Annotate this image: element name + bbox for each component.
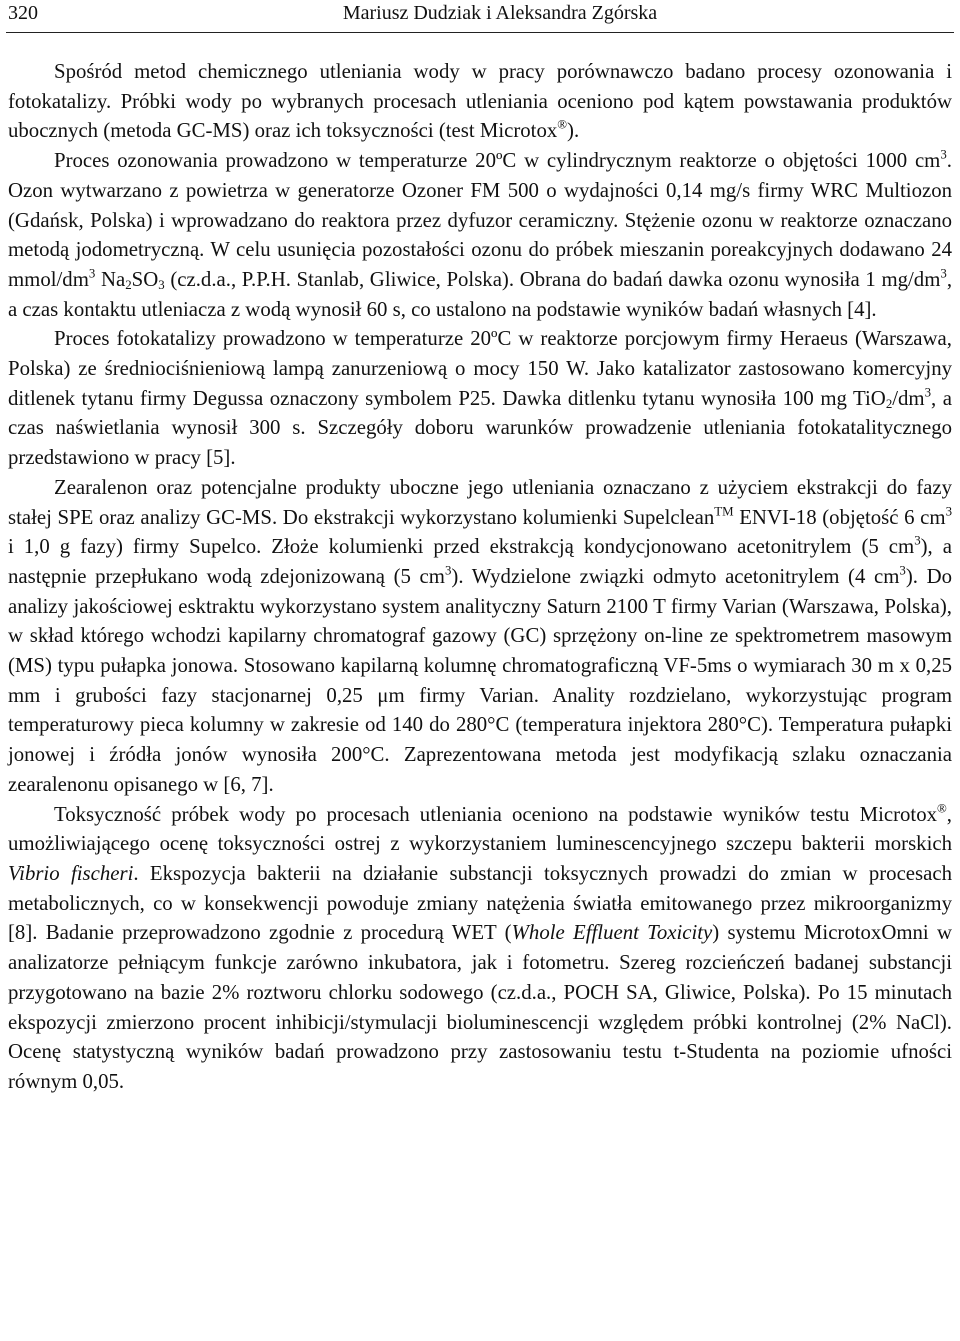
paragraph-toxicity-test — [8, 800, 952, 1097]
superscript: 3 — [940, 266, 947, 281]
text-span: SO — [131, 267, 159, 291]
paragraph-methods-intro — [8, 57, 952, 146]
text-span: /dm — [892, 386, 925, 410]
superscript: 3 — [914, 533, 921, 548]
body-text — [8, 57, 952, 1097]
running-head: Mariusz Dudziak i Aleksandra Zgórska — [342, 2, 658, 24]
registered-mark: ® — [557, 118, 568, 133]
text-span: ) systemu MicrotoxOmni w analizatorze pełniącym funkcje zarówno inkubatora, jak i fotometru. Szereg rozcieńczeń badanej substancji przygotowano na bazie 2% roztworu chlorku sodowego (cz.d.a., POCH SA, Gliwice, Polska). Po 15 minutach ekspozycji zmierzono procent inhibicji/stymulacji bioluminescencji względem próbki kontrolnej (2% NaCl). Ocenę statystyczną wyników badań prowadzono przy zastosowaniu testu t-Studenta na poziomie ufności równym 0,05. — [8, 921, 953, 1093]
procedure-name: Whole Effluent Toxicity — [511, 921, 713, 945]
text-span: Spośród metod chemicznego utleniania wody w pracy porównawczo badano procesy ozonowania i fotokatalizy. Próbki wody po wybranych procesach utleniania oceniono pod kątem powstawania produktów ubocznych (metoda GC-MS) oraz ich toksyczności (test Microtox — [8, 60, 952, 143]
subscript: 2 — [885, 396, 893, 411]
page-number: 320 — [8, 2, 38, 24]
subscript: 3 — [158, 278, 165, 293]
text-span: Na — [95, 267, 126, 291]
text-span: . Ekspozycja bakterii na działanie substancji toksycznych prowadzi do zmian w procesach metabolicznych, co w konsekwencji powoduje zmiany natężenia światła emitowanego przez mikroorganizmy [8]. Badanie przeprowadzono zgodnie z procedurą WET ( — [8, 861, 952, 945]
superscript: 3 — [899, 563, 906, 578]
superscript: 3 — [945, 504, 952, 519]
text-span: (cz.d.a., P.P.H. Stanlab, Gliwice, Polska). Obrana do badań dawka ozonu wynosiła 1 mg/dm — [164, 267, 941, 291]
page-header — [8, 0, 952, 30]
text-span: Toksyczność próbek wody po procesach utleniania oceniono na podstawie wyników testu Microtox — [54, 802, 937, 826]
text-span: . Ozon wytwarzano z powietrza w generatorze Ozoner FM 500 o wydajności 0,14 mg/s firmy WRC Multiozon (Gdańsk, Polska) i wprowadzano do reaktora przez dyfuzor ceramiczny. Stężenie ozonu w reaktorze oznaczano metodą jodometryczną. W celu usunięcia pozostałości ozonu do próbek mieszanin poreakcyjnych dodawano 24 mmol/dm — [8, 149, 952, 291]
superscript: 3 — [444, 563, 452, 578]
text-span: , a czas kontaktu utleniacza z wodą wynosił 60 s, co ustalono na podstawie wyników badań własnych [4]. — [8, 267, 953, 321]
registered-mark: ® — [937, 801, 947, 816]
superscript: 3 — [88, 266, 96, 281]
text-span: ), a następnie przepłukano wodą zdejonizowaną (5 cm — [8, 535, 952, 588]
superscript: 3 — [924, 385, 932, 400]
superscript: 3 — [940, 147, 947, 162]
text-span: , umożliwiającego ocenę toksyczności ostrej z wykorzystaniem luminescencyjnego szczepu bakterii morskich — [8, 802, 952, 856]
species-name: Vibrio fischeri — [8, 861, 134, 885]
text-span: i 1,0 g fazy) firmy Supelco. Złoże kolumienki przed ekstrakcją kondycjonowano acetonitrylem (5 cm — [8, 535, 915, 559]
subscript: 2 — [125, 278, 132, 293]
paragraph-gc-ms-analysis — [8, 473, 952, 800]
text-span: ). Wydzielone związki odmyto acetonitrylem (4 cm — [451, 564, 900, 588]
text-span: Proces ozonowania prowadzono w temperaturze 20ºC w cylindrycznym reaktorze o objętości 1000 cm — [54, 149, 941, 173]
text-span: ). — [567, 119, 580, 143]
text-span: Zearalenon oraz potencjalne produkty uboczne jego utleniania oznaczano z użyciem ekstrakcji do fazy stałej SPE oraz analizy GC-MS. Do ekstrakcji wykorzystano kolumienki Supelclean — [8, 475, 952, 529]
header-rule — [6, 32, 954, 33]
trademark-mark: TM — [714, 504, 734, 519]
paragraph-ozonation — [8, 146, 952, 324]
paragraph-photocatalysis — [8, 324, 952, 473]
text-span: , a czas naświetlania wynosił 300 s. Szczegóły doboru warunków prowadzenie utleniania fotokatalitycznego przedstawiono w pracy [5]. — [8, 386, 952, 470]
text-span: Proces fotokatalizy prowadzono w temperaturze 20ºC w reaktorze porcjowym firmy Heraeus (Warszawa, Polska) ze średniociśnieniową lampą zanurzeniową o mocy 150 W. Jako katalizator zastosowano komercyjny ditlenek tytanu firmy Degussa oznaczony symbolem P25. Dawka ditlenku tytanu wynosiła 100 mg TiO — [8, 327, 952, 410]
text-span: ENVI-18 (objętość 6 cm — [733, 505, 946, 529]
text-span: ). Do analizy jakościowej esktraktu wykorzystano system analityczny Saturn 2100 T firmy Varian (Warszawa, Polska), w skład którego wchodzi kapilarny chromatograf gazowy (GC) sprzężony on-line ze spektrometrem masowym (MS) typu pułapka jonowa. Stosowano kapilarną kolumnę chromatograficzną VF-5ms o wymiarach 30 m x 0,25 mm i grubości fazy stacjonarnej 0,25 μm firmy Varian. Anality rozdzielano, wykorzystując program temperaturowy pieca kolumny w zakresie od 140 do 280°C (temperatura injektora 280°C). Temperatura pułapki jonowej i źródła jonów wynosiła 200°C. Zaprezentowana metoda jest modyfikacją szlaku oznaczania zearalenonu opisanego w [6, 7]. — [8, 564, 952, 796]
